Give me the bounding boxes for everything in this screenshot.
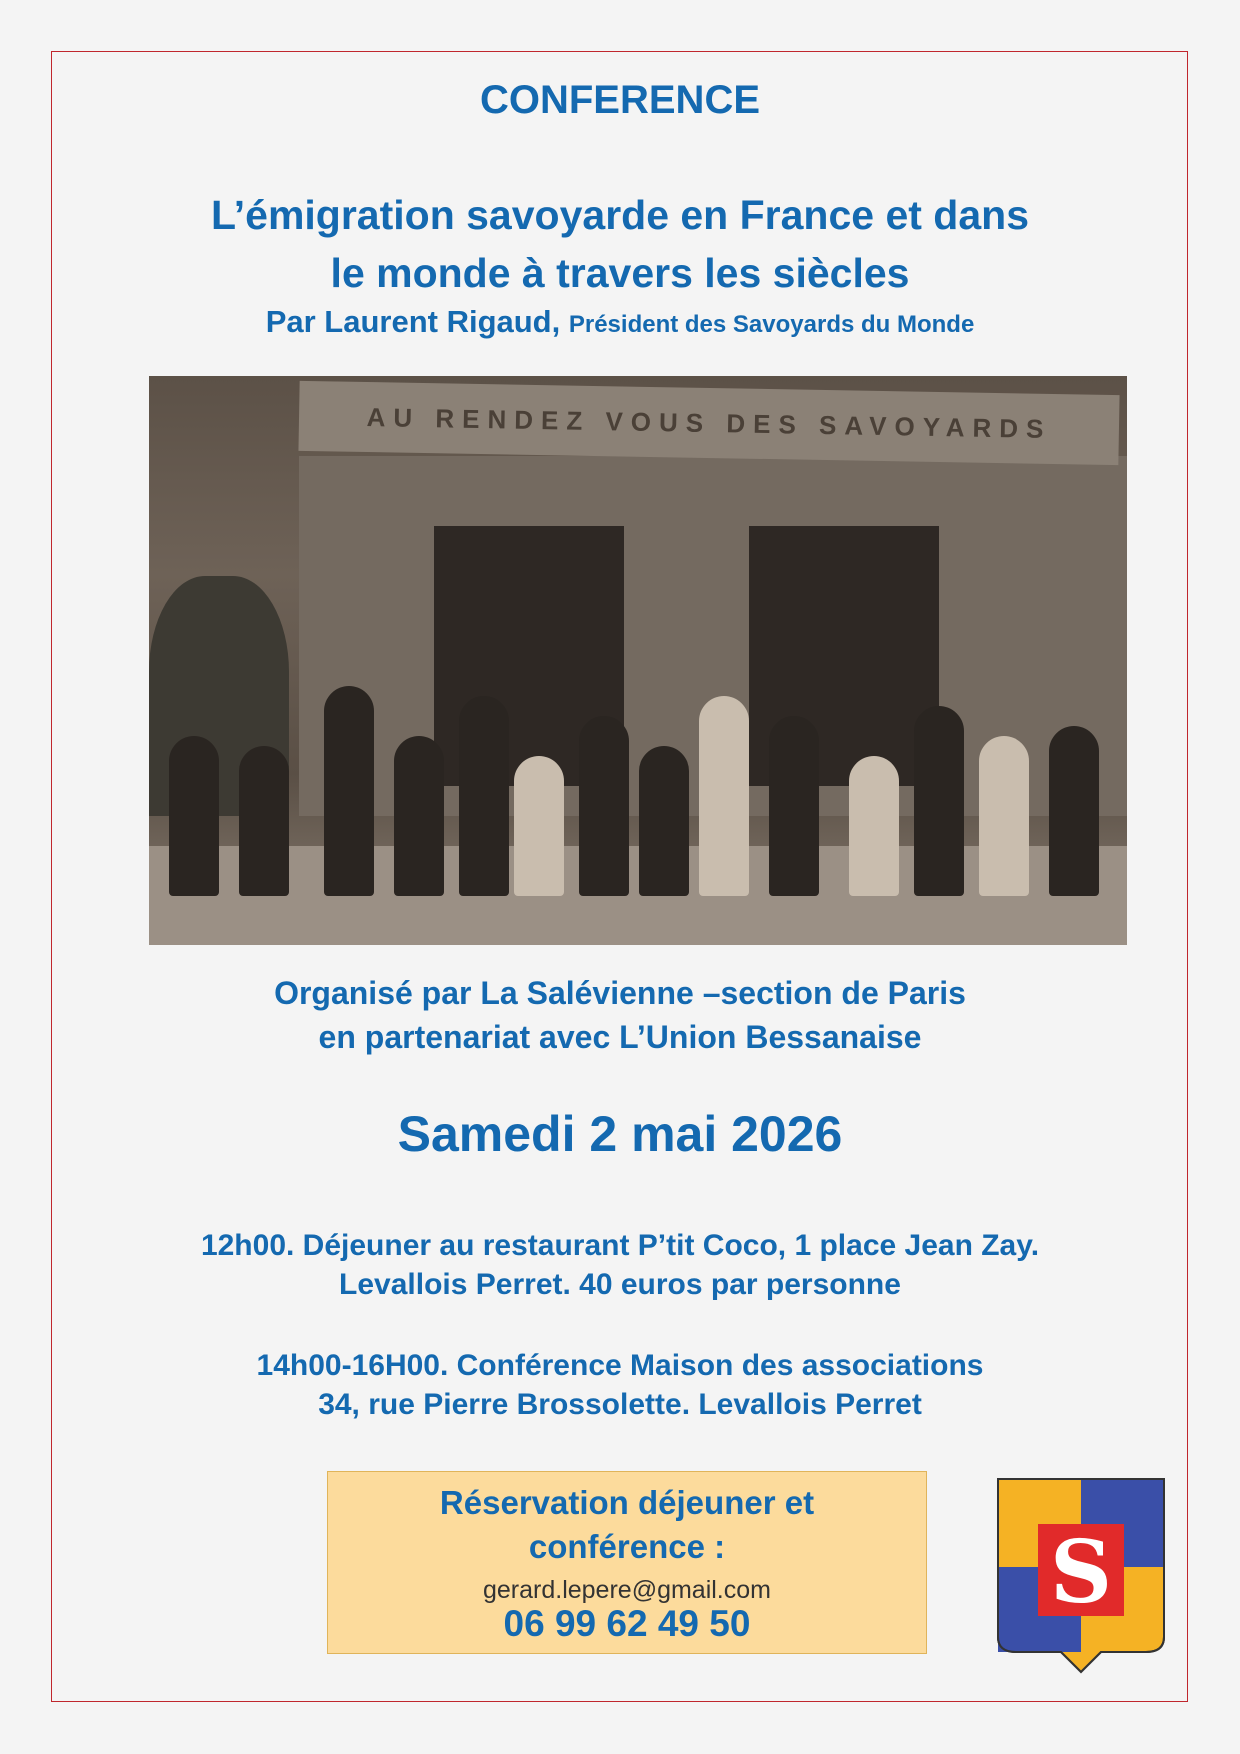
svg-text:S: S bbox=[1049, 1522, 1113, 1623]
organizer-line-1: Organisé par La Salévienne –section de Paris bbox=[274, 975, 966, 1011]
photo-person bbox=[394, 736, 444, 896]
photo-banner: AU RENDEZ VOUS DES SAVOYARDS bbox=[298, 381, 1119, 465]
photo-person bbox=[459, 696, 509, 896]
byline bbox=[0, 304, 1240, 340]
photo-person bbox=[1049, 726, 1099, 896]
conference-line-1: 14h00-16H00. Conférence Maison des associations bbox=[256, 1349, 984, 1382]
reservation-label-1: Réservation déjeuner et bbox=[439, 1484, 815, 1521]
title-line-1: L’émigration savoyarde en France et dans bbox=[210, 192, 1030, 238]
photo-crowd bbox=[169, 676, 1109, 896]
reservation-phone[interactable]: 06 99 62 49 50 bbox=[503, 1603, 751, 1644]
photo-person bbox=[769, 716, 819, 896]
photo-person bbox=[699, 696, 749, 896]
lunch-line-2: Levallois Perret. 40 euros par personne bbox=[339, 1268, 901, 1301]
speaker-role: Président des Savoyards du Monde bbox=[568, 311, 975, 338]
organizer-line-2: en partenariat avec L’Union Bessanaise bbox=[318, 1019, 922, 1055]
photo-person bbox=[849, 756, 899, 896]
historic-cafe-photo bbox=[149, 376, 1127, 945]
photo-person bbox=[169, 736, 219, 896]
photo-person bbox=[914, 706, 964, 896]
heading: CONFERENCE bbox=[479, 78, 761, 122]
conference-line-2: 34, rue Pierre Brossolette. Levallois Perret bbox=[318, 1388, 922, 1421]
reservation-email[interactable]: gerard.lepere@gmail.com bbox=[482, 1576, 771, 1604]
photo-person bbox=[639, 746, 689, 896]
photo-person bbox=[514, 756, 564, 896]
photo-person bbox=[239, 746, 289, 896]
title-line-2: le monde à travers les siècles bbox=[330, 250, 910, 296]
speaker-name: Par Laurent Rigaud, bbox=[265, 304, 561, 339]
salevienne-crest-logo bbox=[996, 1477, 1166, 1677]
photo-person bbox=[324, 686, 374, 896]
photo-person bbox=[579, 716, 629, 896]
photo-person bbox=[979, 736, 1029, 896]
reservation-box bbox=[327, 1471, 927, 1654]
event-date: Samedi 2 mai 2026 bbox=[397, 1106, 843, 1162]
reservation-label-2: conférence : bbox=[528, 1528, 726, 1565]
lunch-line-1: 12h00. Déjeuner au restaurant P’tit Coco, 1 place Jean Zay. bbox=[200, 1229, 1040, 1262]
